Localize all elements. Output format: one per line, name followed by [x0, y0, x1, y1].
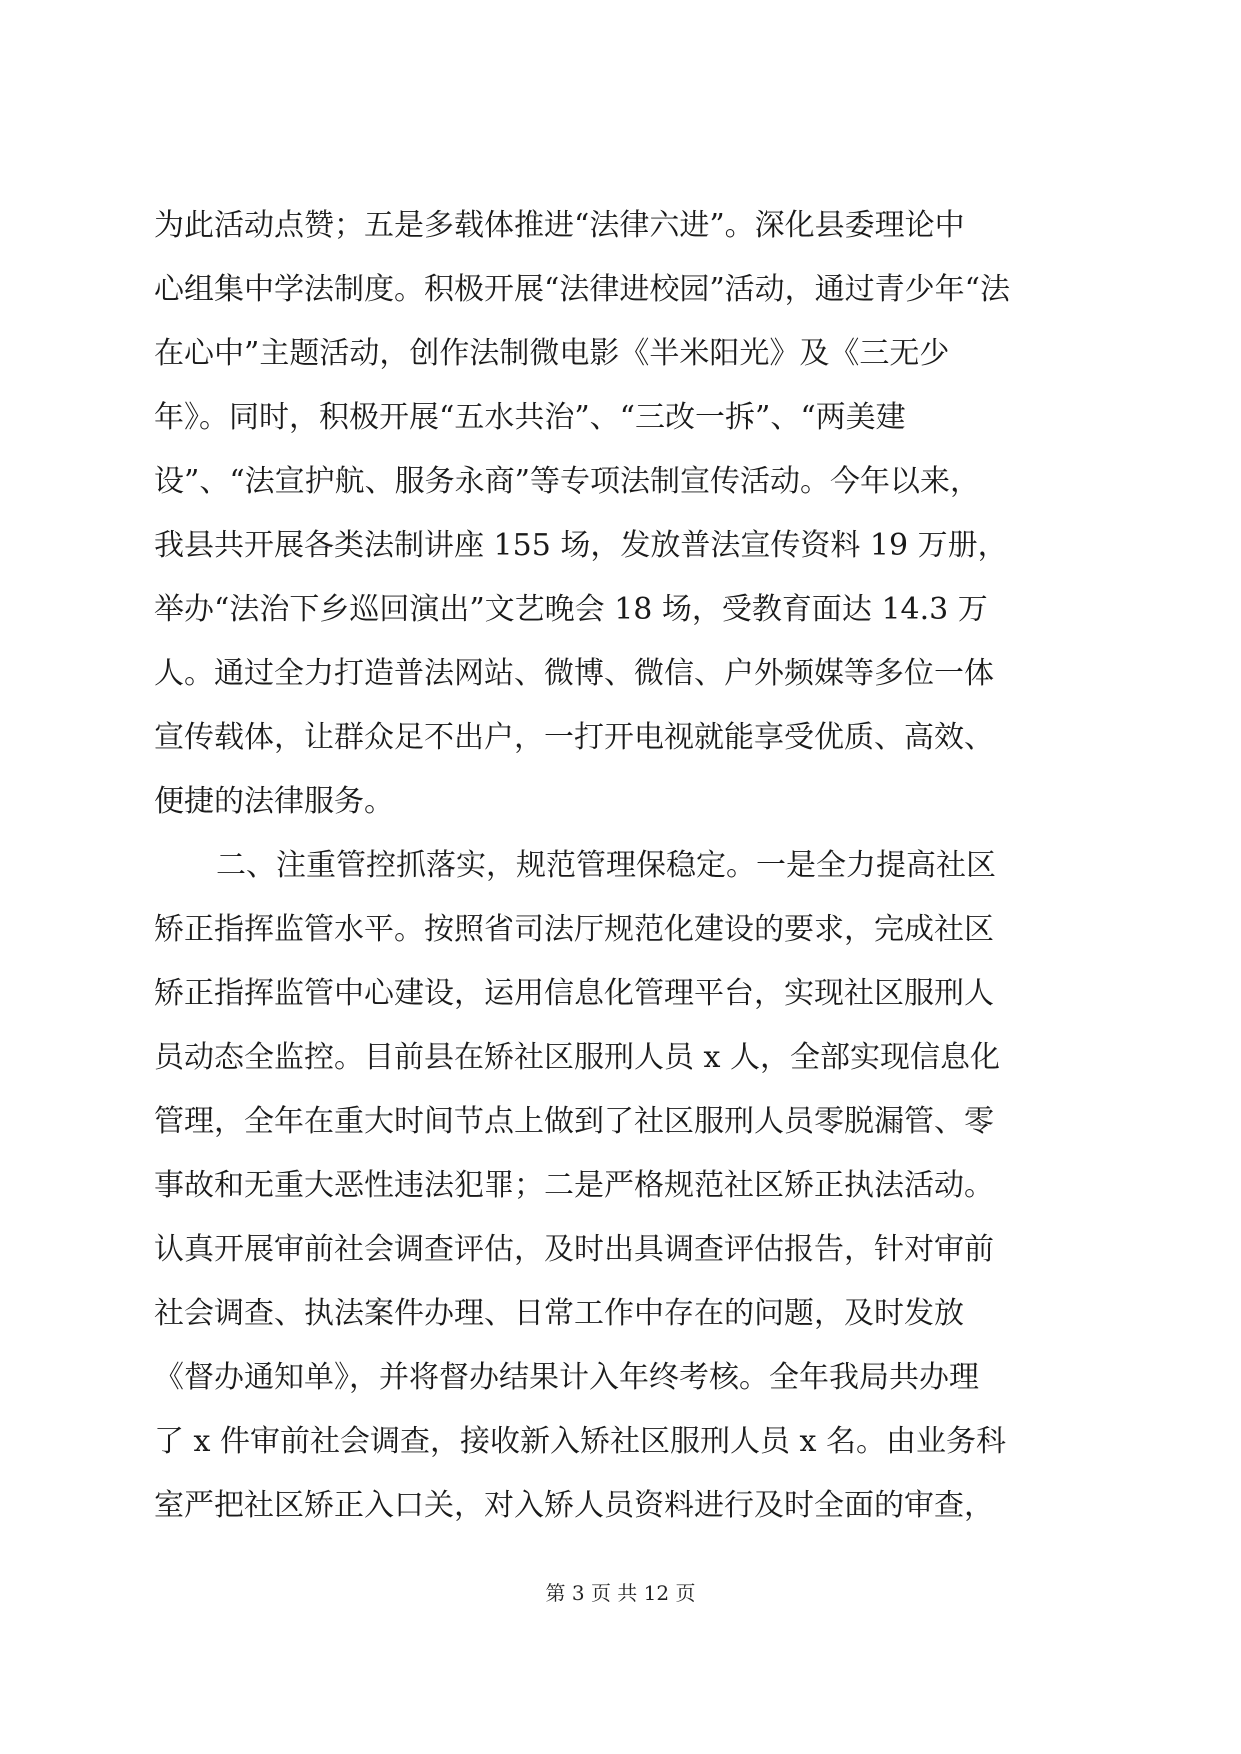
text-line: 员动态全监控。目前县在矫社区服刑人员 x 人，全部实现信息化 [154, 1040, 1000, 1075]
text-line: 矫正指挥监管水平。按照省司法厅规范化建设的要求，完成社区 [154, 912, 994, 947]
paragraph-first-line: 二、注重管控抓落实，规范管理保稳定。一是全力提高社区 [216, 848, 996, 883]
text-line: 年》。同时，积极开展“五水共治”、“三改一拆”、“两美建 [154, 400, 906, 435]
text-line: 在心中”主题活动，创作法制微电影《半米阳光》及《三无少 [154, 336, 950, 371]
text-line: 事故和无重大恶性违法犯罪；二是严格规范社区矫正执法活动。 [154, 1168, 994, 1203]
text-line: 人。通过全力打造普法网站、微博、微信、户外频媒等多位一体 [154, 656, 994, 691]
text-line: 社会调查、执法案件办理、日常工作中存在的问题，及时发放 [154, 1296, 964, 1331]
page-footer: 第 3 页 共 12 页 [545, 1581, 696, 1605]
text-line: 了 x 件审前社会调查，接收新入矫社区服刑人员 x 名。由业务科 [154, 1424, 1006, 1459]
text-line: 管理，全年在重大时间节点上做到了社区服刑人员零脱漏管、零 [154, 1104, 994, 1139]
text-line: 宣传载体，让群众足不出户，一打开电视就能享受优质、高效、 [154, 720, 994, 755]
text-line: 为此活动点赞；五是多载体推进“法律六进”。深化县委理论中 [154, 208, 965, 243]
text-line: 《督办通知单》，并将督办结果计入年终考核。全年我局共办理 [154, 1360, 979, 1395]
text-line: 我县共开展各类法制讲座 155 场，发放普法宣传资料 19 万册， [154, 528, 1008, 563]
text-line: 设”、“法宣护航、服务永商”等专项法制宣传活动。今年以来， [154, 464, 981, 499]
text-line: 举办“法治下乡巡回演出”文艺晚会 18 场，受教育面达 14.3 万 [154, 592, 988, 627]
text-line: 心组集中学法制度。积极开展“法律进校园”活动，通过青少年“法 [154, 272, 1011, 307]
text-line: 认真开展审前社会调查评估，及时出具调查评估报告，针对审前 [154, 1232, 994, 1267]
text-line: 矫正指挥监管中心建设，运用信息化管理平台，实现社区服刑人 [154, 976, 994, 1011]
text-line: 便捷的法律服务。 [154, 784, 394, 819]
text-line: 室严把社区矫正入口关，对入矫人员资料进行及时全面的审查， [154, 1488, 994, 1523]
